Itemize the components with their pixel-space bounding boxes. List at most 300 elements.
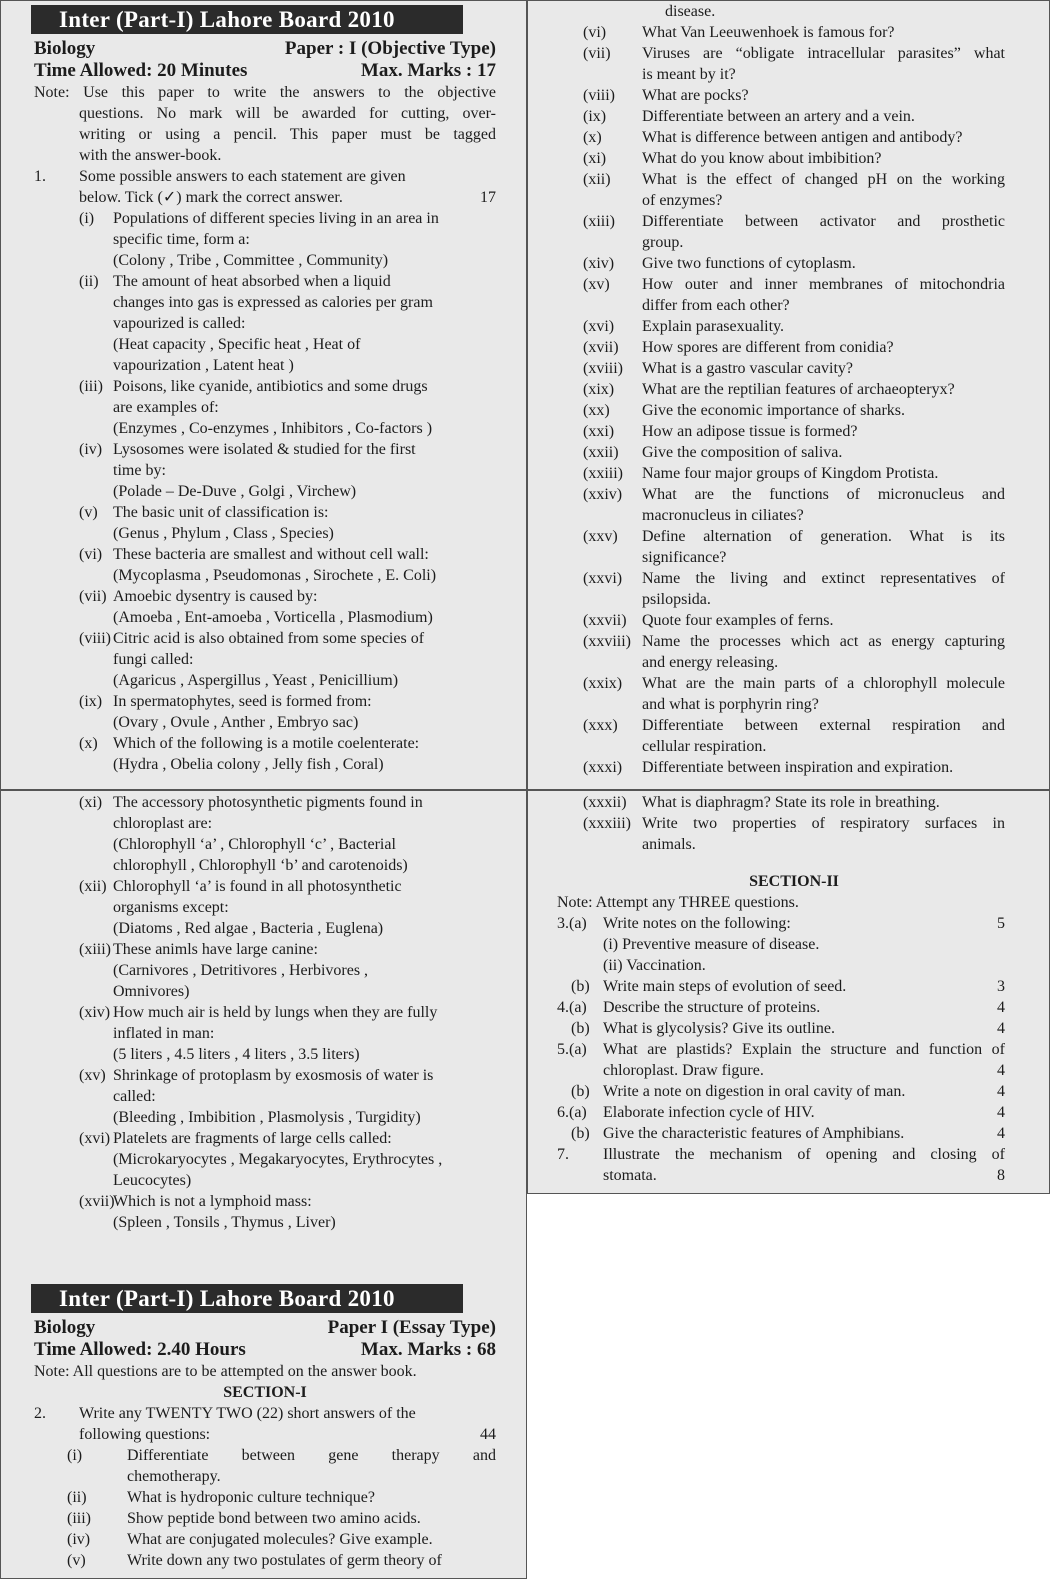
long-question-text: Give the characteristic features of Amphibians. [603,1125,905,1142]
mcq-number: (ii) [79,273,99,290]
long-question-number: (b) [571,978,590,995]
short-question-line [34,1487,496,1508]
short-question-number [583,589,642,610]
mcq-question-text: Poisons, like cyanide, antibiotics and some drugs [113,378,428,395]
mcq-number: (ix) [79,693,103,710]
mcq-options: (Hydra , Obelia colony , Jelly fish , Coral) [113,756,384,773]
short-question-number [583,295,642,316]
short-question-text: Differentiate between inspiration and expiration. [642,759,954,776]
short-question-line [583,694,1005,715]
short-question-line [583,253,1005,274]
short-question-line [583,505,1005,526]
short-question-line [583,792,1005,813]
short-question-line [583,22,1005,43]
objective-subject: Biology [34,38,96,59]
mcq-line [34,733,496,754]
short-question-line [34,1445,496,1466]
objective-continued-panel [0,790,527,1579]
short-question-line [583,568,1005,589]
mcq-question-text: The basic unit of classification is: [113,504,329,521]
long-question-line [557,1165,1005,1186]
mcq-question-text: Which is not a lymphoid mass: [113,1193,312,1210]
short-question-text: How outer and inner membranes of mitochondria [642,276,1005,293]
mcq-question-text: chlorophyll , Chlorophyll ‘b’ and carotenoids) [113,857,408,874]
short-question-line [583,526,1005,547]
essay-paper-type: Paper I (Essay Type) [327,1317,496,1338]
long-question-number: 7. [557,1146,569,1163]
short-question-line [583,274,1005,295]
short-question-number: (xx) [583,402,610,419]
long-question-line [557,1060,1005,1081]
short-question-number: (xxxi) [583,759,623,776]
mcq-question-text: The amount of heat absorbed when a liquid [113,273,391,290]
short-question-number: (xxx) [583,717,618,734]
mcq-options: (5 liters , 4.5 liters , 4 liters , 3.5 liters) [113,1046,360,1063]
objective-note-line: writing or using a pencil. This paper must be tagged [79,126,496,143]
mcq-question-text: chloroplast are: [113,815,213,832]
short-question-number: (xiii) [583,213,615,230]
short-question-text: What is a gastro vascular cavity? [642,360,854,377]
mcq-options: (Heat capacity , Specific heat , Heat of [113,336,361,353]
q1-marks: 17 [480,189,496,206]
short-question-text: What are pocks? [642,87,749,104]
mcq-line [34,1128,496,1149]
short-question-line [583,547,1005,568]
short-question-number: (ix) [583,108,607,125]
q1-text-2: below. Tick (✓) mark the correct answer. [79,189,343,206]
short-question-number: (xii) [583,171,611,188]
q1-number: 1. [34,168,46,185]
short-question-number: (xxvi) [583,570,623,587]
mcq-question-text: Populations of different species living in an area in [113,210,439,227]
short-question-line [34,1529,496,1550]
short-question-number: (xviii) [583,360,623,377]
short-question-text: What is hydroponic culture technique? [127,1489,375,1506]
short-question-number: (vii) [583,45,611,62]
mcq-options: (Ovary , Ovule , Anther , Embryo sac) [113,714,359,731]
mcq-question-text: time by: [113,462,166,479]
short-question-line [583,148,1005,169]
mcq-number: (i) [79,210,95,227]
short-question-text: What are the functions of micronucleus and [642,486,1005,503]
long-question-text: Illustrate the mechanism of opening and closing of [603,1146,1005,1163]
section-1-heading: SECTION-I [223,1384,307,1401]
long-question-text: (i) Preventive measure of disease. [603,936,820,953]
long-question-number [557,1165,603,1186]
long-question-marks: 5 [997,915,1005,932]
short-question-number: (i) [67,1447,83,1464]
short-question-number: (xxiii) [583,465,623,482]
short-question-text: What is difference between antigen and antibody? [642,129,963,146]
mcq-options: (Diatoms , Red algae , Bacteria , Euglena) [113,920,384,937]
short-question-number: (xxxii) [583,794,627,811]
section-2-panel [527,790,1050,1194]
long-question-line [557,976,1005,997]
short-question-number: (iii) [67,1510,91,1527]
mcq-question-text: Lysosomes were isolated & studied for the first [113,441,416,458]
section-2-note: Note: Attempt any THREE questions. [557,894,799,911]
mcq-line [34,939,496,960]
mcq-options: (Genus , Phylum , Class , Species) [113,525,334,542]
short-question-line [583,232,1005,253]
long-question-line [557,1144,1005,1165]
long-question-text: What is glycolysis? Give its outline. [603,1020,835,1037]
short-question-text: What Van Leeuwenhoek is famous for? [642,24,895,41]
short-question-text: What are the main parts of a chlorophyll molecule [642,675,1005,692]
short-question-text: Quote four examples of ferns. [642,612,834,629]
short-question-number: (xxviii) [583,633,631,650]
essay-note: Note: All questions are to be attempted on the answer book. [34,1363,417,1380]
short-question-line [583,610,1005,631]
short-question-number: (vi) [583,24,607,41]
short-question-line [34,1508,496,1529]
objective-note-line: with the answer-book. [79,147,222,164]
short-question-text: is meant by it? [642,66,736,83]
mcq-number: (xvii) [79,1193,115,1210]
short-questions-list [583,22,1005,778]
short-question-text: Give the composition of saliva. [642,444,843,461]
short-question-number [583,64,642,85]
short-question-text: Differentiate between external respiration and [642,717,1005,734]
mcq-options: (Microkaryocytes , Megakaryocytes, Erythrocytes , [113,1151,443,1168]
long-question-text: Write main steps of evolution of seed. [603,978,847,995]
long-question-line [557,955,1005,976]
q2-line1 [34,1403,496,1424]
short-question-line [583,358,1005,379]
essay-time-row [34,1339,496,1361]
short-question-number [583,694,642,715]
short-question-text: What is the effect of changed pH on the working [642,171,1005,188]
mcq-options: (Enzymes , Co-enzymes , Inhibitors , Co-factors ) [113,420,433,437]
objective-marks: Max. Marks : 17 [360,60,496,81]
mcq-line [34,502,496,523]
long-question-marks: 4 [997,1062,1005,1079]
short-question-line [583,631,1005,652]
mcq-options: (Carnivores , Detritivores , Herbivores , [113,962,369,979]
mcq-number: (xii) [79,878,107,895]
mcq-line [34,1065,496,1086]
short-question-text: Differentiate between gene therapy and [127,1447,496,1464]
long-question-number: (b) [571,1020,590,1037]
mcq-question-text: Shrinkage of protoplasm by exosmosis of water is [113,1067,434,1084]
mcq-options: (Colony , Tribe , Committee , Community) [113,252,389,269]
mcq-question-text: inflated in man: [113,1025,215,1042]
short-question-line [583,442,1005,463]
long-question-marks: 8 [997,1167,1005,1184]
long-question-marks: 4 [997,999,1005,1016]
short-question-line [583,652,1005,673]
objective-items-list-2 [34,792,496,1233]
short-question-text: cellular respiration. [642,738,767,755]
mcq-question-text: vapourized is called: [113,315,246,332]
mcq-line [34,628,496,649]
long-question-number: (b) [571,1125,590,1142]
mcq-number: (xiii) [79,941,111,958]
long-question-marks: 4 [997,1083,1005,1100]
mcq-question-text: Omnivores) [113,983,190,1000]
objective-paper-type: Paper : I (Objective Type) [284,38,496,59]
long-question-text: What are plastids? Explain the structure and function of [603,1041,1005,1058]
short-question-text: Differentiate between activator and prosthetic [642,213,1005,230]
short-question-line [583,64,1005,85]
mcq-number: (xiv) [79,1004,111,1021]
mcq-question-text: These bacteria are smallest and without cell wall: [113,546,429,563]
long-question-text: Write a note on digestion in oral cavity of man. [603,1083,906,1100]
short-question-text: Define alternation of generation. What is its [642,528,1005,545]
mcq-line [34,792,496,813]
mcq-question-text: Platelets are fragments of large cells called: [113,1130,392,1147]
short-question-line [583,484,1005,505]
short-question-line [583,211,1005,232]
long-question-line [557,997,1005,1018]
short-question-text: macronucleus in ciliates? [642,507,804,524]
long-question-line [557,1039,1005,1060]
short-question-line [583,400,1005,421]
mcq-number: (xvi) [79,1130,111,1147]
mcq-number: (v) [79,504,98,521]
objective-banner: Inter (Part-I) Lahore Board 2010 [31,5,463,34]
long-question-line [557,1123,1005,1144]
long-question-line [557,1018,1005,1039]
objective-time-row [34,60,496,82]
long-question-line [557,934,1005,955]
mcq-line [34,544,496,565]
short-question-line [583,127,1005,148]
short-question-number: (xxi) [583,423,615,440]
short-question-line [583,190,1005,211]
objective-paper-panel [0,0,527,790]
short-question-text: Name four major groups of Kingdom Protista. [642,465,939,482]
q1-line2 [34,187,496,208]
short-question-text: animals. [642,836,696,853]
mcq-options: (Bleeding , Imbibition , Plasmolysis , Turgidity) [113,1109,421,1126]
short-question-number [583,834,642,855]
long-question-number [557,955,603,976]
short-question-line [583,337,1005,358]
mcq-question-text: called: [113,1088,156,1105]
short-question-text: psilopsida. [642,591,711,608]
mcq-line [34,376,496,397]
short-question-text: What are the reptilian features of archaeopteryx? [642,381,955,398]
short-question-line [583,736,1005,757]
short-question-number: (xxiv) [583,486,623,503]
short-question-text: Viruses are “obligate intracellular parasites” what [642,45,1005,62]
short-question-number: (xxv) [583,528,618,545]
q2-text-2: following questions: [79,1426,211,1443]
q2-marks: 44 [480,1426,496,1443]
mcq-question-text: changes into gas is expressed as calories per gram [113,294,433,311]
q2-number: 2. [34,1405,46,1422]
mcq-options: (Spleen , Tonsils , Thymus , Liver) [113,1214,336,1231]
long-question-marks: 4 [997,1104,1005,1121]
essay-banner: Inter (Part-I) Lahore Board 2010 [31,1284,463,1313]
short-question-text: Name the processes which act as energy capturing [642,633,1005,650]
short-question-number: (viii) [583,87,615,104]
q2-line2 [34,1424,496,1445]
mcq-options: (Amoeba , Ent-amoeba , Vorticella , Plasmodium) [113,609,433,626]
mcq-line [34,876,496,897]
long-question-number: 3.(a) [557,915,587,932]
short-questions-left-list [34,1445,496,1571]
short-question-line [583,757,1005,778]
short-question-text: Write down any two postulates of germ theory of [127,1552,442,1569]
short-question-line [34,1466,496,1487]
short-question-number: (xxii) [583,444,619,461]
long-question-text: Write notes on the following: [603,915,791,932]
short-question-number: (xiv) [583,255,615,272]
short-question-text: chemotherapy. [127,1468,221,1485]
long-question-number: 6.(a) [557,1104,587,1121]
long-question-text: chloroplast. Draw figure. [603,1062,764,1079]
short-question-text: Differentiate between an artery and a vein. [642,108,915,125]
short-question-text: What is diaphragm? State its role in breathing. [642,794,940,811]
mcq-question-text: Citric acid is also obtained from some species of [113,630,425,647]
short-question-text: differ from each other? [642,297,790,314]
mcq-line [34,439,496,460]
short-question-number [583,190,642,211]
short-question-number: (v) [67,1552,86,1569]
mcq-question-text: Chlorophyll ‘a’ is found in all photosynthetic [113,878,402,895]
short-question-text: and energy releasing. [642,654,779,671]
long-question-text: Describe the structure of proteins. [603,999,821,1016]
mcq-options: (Polade – De-Duve , Golgi , Virchew) [113,483,357,500]
short-question-number [583,652,642,673]
mcq-number: (xv) [79,1067,106,1084]
mcq-options: (Agaricus , Aspergillus , Yeast , Penicillium) [113,672,399,689]
short-question-number: (xxix) [583,675,623,692]
short-questions-list-2 [583,792,1005,855]
short-continuation: disease. [665,3,716,20]
short-question-line [583,85,1005,106]
long-question-text: (ii) Vaccination. [603,957,706,974]
long-question-marks: 3 [997,978,1005,995]
short-question-number: (xxxiii) [583,815,631,832]
mcq-question-text: fungi called: [113,651,194,668]
short-question-line [583,379,1005,400]
short-question-text: and what is porphyrin ring? [642,696,819,713]
short-question-number: (xv) [583,276,610,293]
objective-note-line: Note: Use this paper to write the answers to the objective [34,84,496,101]
mcq-number: (vi) [79,546,103,563]
mcq-question-text: vapourization , Latent heat ) [113,357,294,374]
mcq-number: (vii) [79,588,107,605]
short-question-text: What do you know about imbibition? [642,150,882,167]
objective-note [34,82,496,166]
essay-marks: Max. Marks : 68 [360,1339,496,1360]
short-question-number: (xvi) [583,318,615,335]
mcq-question-text: In spermatophytes, seed is formed from: [113,693,372,710]
mcq-number: (xi) [79,794,103,811]
long-question-number: (b) [571,1083,590,1100]
short-question-line [583,295,1005,316]
mcq-question-text: The accessory photosynthetic pigments found in [113,794,423,811]
short-question-text: Name the living and extinct representatives of [642,570,1005,587]
mcq-number: (iv) [79,441,103,458]
short-question-text: Explain parasexuality. [642,318,785,335]
short-question-text: Give two functions of cytoplasm. [642,255,856,272]
short-question-number [67,1466,127,1487]
mcq-line [34,1002,496,1023]
short-question-number [583,505,642,526]
short-question-text: Give the economic importance of sharks. [642,402,906,419]
mcq-options: (Mycoplasma , Pseudomonas , Sirochete , E. Coli) [113,567,437,584]
mcq-number: (viii) [79,630,111,647]
objective-note-line: questions. No mark will be awarded for cutting, over- [79,105,496,122]
short-question-text: How an adipose tissue is formed? [642,423,858,440]
short-question-text: How spores are different from conidia? [642,339,894,356]
long-question-line [557,1102,1005,1123]
essay-time: Time Allowed: 2.40 Hours [34,1339,246,1360]
mcq-number: (x) [79,735,98,752]
short-question-number [583,736,642,757]
objective-header-row [34,38,496,60]
mcq-question-text: are examples of: [113,399,219,416]
mcq-line [34,1191,496,1212]
short-question-line [583,463,1005,484]
long-question-text: Elaborate infection cycle of HIV. [603,1104,815,1121]
q1-text: Some possible answers to each statement are given [79,168,406,185]
mcq-question-text: specific time, form a: [113,231,250,248]
short-question-number: (xix) [583,381,615,398]
mcq-question-text: Which of the following is a motile coelenterate: [113,735,420,752]
short-question-number: (xvii) [583,339,619,356]
short-question-line [583,169,1005,190]
short-question-line [583,715,1005,736]
short-question-text: Write two properties of respiratory surfaces in [642,815,1005,832]
short-question-line [34,1550,496,1571]
mcq-line [34,208,496,229]
long-question-marks: 4 [997,1125,1005,1142]
long-questions-list [557,913,1005,1186]
short-question-text: group. [642,234,684,251]
long-question-line [557,1081,1005,1102]
mcq-question-text: These animls have large canine: [113,941,318,958]
essay-header-row [34,1317,496,1339]
q1-line1 [34,166,496,187]
mcq-line [34,271,496,292]
short-question-text: significance? [642,549,727,566]
mcq-line [34,691,496,712]
objective-items-list [34,208,496,775]
long-question-number: 5.(a) [557,1041,587,1058]
short-question-line [583,43,1005,64]
short-question-number: (xxvii) [583,612,627,629]
short-question-number [583,547,642,568]
short-question-number: (iv) [67,1531,91,1548]
short-question-line [583,106,1005,127]
long-question-text: stomata. [603,1167,657,1184]
short-question-line [583,813,1005,834]
short-question-number [583,232,642,253]
short-question-text: of enzymes? [642,192,723,209]
mcq-question-text: Amoebic dysentry is caused by: [113,588,318,605]
short-question-line [583,589,1005,610]
long-question-number: 4.(a) [557,999,587,1016]
section-2-heading: SECTION-II [749,873,839,890]
long-question-line [557,913,1005,934]
objective-time: Time Allowed: 20 Minutes [34,60,248,81]
short-question-line [583,421,1005,442]
short-question-number: (xi) [583,150,607,167]
mcq-number: (iii) [79,378,103,395]
short-question-line [583,673,1005,694]
long-question-number [557,1060,603,1081]
mcq-options: (Chlorophyll ‘a’ , Chlorophyll ‘c’ , Bacterial [113,836,396,853]
short-questions-panel [527,0,1050,790]
long-question-number [557,934,603,955]
long-question-marks: 4 [997,1020,1005,1037]
short-question-number: (ii) [67,1489,87,1506]
